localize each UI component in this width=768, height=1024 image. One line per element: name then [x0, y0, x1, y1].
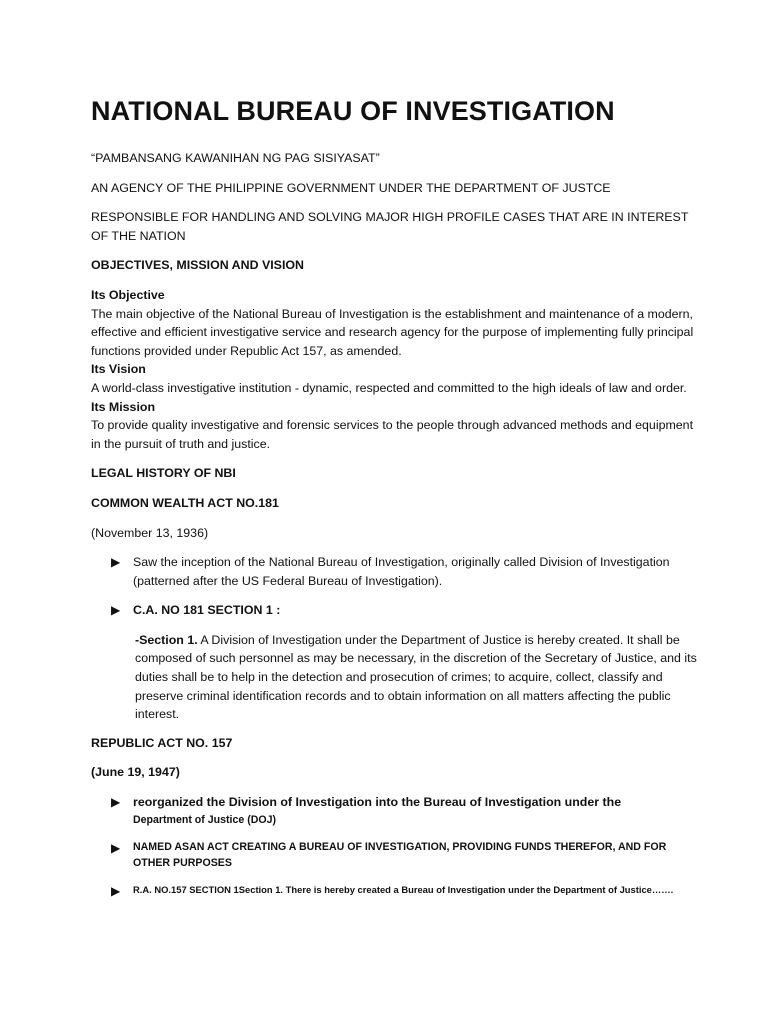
section-text: A Division of Investigation under the Department of Justice is hereby created. It shall be composed of such personnel as may be necessary, in the discretion of the Secretary of Justice, and its duties shall be to help in the detection and prosecution of crimes; to acquire, collect, classify and preserve criminal identification records and to obtain information on all matters affecting the public interest.: [135, 632, 697, 722]
section-label: -Section 1.: [135, 632, 198, 647]
objective-heading: Its Objective: [91, 287, 165, 302]
tagalog-name: “PAMBANSANG KAWANIHAN NG PAG SISIYASAT”: [91, 151, 380, 165]
list-item: [91, 553, 698, 590]
responsibility-line: RESPONSIBLE FOR HANDLING AND SOLVING MAJOR HIGH PROFILE CASES THAT ARE IN INTEREST OF THE NATION: [91, 210, 689, 243]
list-item: [91, 882, 698, 901]
ca181-heading: COMMON WEALTH ACT NO.181: [91, 495, 279, 510]
right-triangle-arrow-icon: ▶: [111, 555, 121, 570]
mission-text: To provide quality investigative and forensic services to the people through advanced methods and equipment in the pursuit of truth and justice.: [91, 418, 694, 451]
objective-text: The main objective of the National Bureau of Investigation is the establishment and maintenance of a modern, effective and efficient investigative service and research agency for the purpose of implementing fully principal functions provided under Republic Act 157, as amended.: [91, 306, 694, 358]
list-item: [91, 793, 698, 828]
mission-heading: Its Mission: [91, 399, 156, 414]
vision-text: A world-class investigative institution - dynamic, respected and committed to the high ideals of law and order.: [91, 380, 687, 395]
ca181-bullet-1: Saw the inception of the National Bureau of Investigation, originally called Division of Investigation (patterned after the US Federal Bureau of Investigation).: [133, 555, 670, 588]
vision-heading: Its Vision: [91, 362, 146, 377]
right-triangle-arrow-icon: ▶: [111, 603, 121, 618]
ra157-bullet-1: [133, 793, 698, 828]
right-triangle-arrow-icon: ▶: [111, 840, 121, 855]
list-item: [91, 601, 698, 620]
ca181-section-1: [91, 631, 698, 724]
agency-line: AN AGENCY OF THE PHILIPPINE GOVERNMENT UNDER THE DEPARTMENT OF JUSTCE: [91, 180, 611, 195]
right-triangle-arrow-icon: ▶: [111, 883, 121, 898]
right-triangle-arrow-icon: ▶: [111, 795, 121, 810]
ra157-bullet-2: NAMED ASAN ACT CREATING A BUREAU OF INVESTIGATION, PROVIDING FUNDS THEREFOR, AND FOR OTHER PURPOSES: [133, 840, 667, 869]
ca181-bullet-2: C.A. NO 181 SECTION 1 :: [133, 603, 281, 618]
page-title: NATIONAL BUREAU OF INVESTIGATION: [91, 96, 615, 126]
omv-heading: OBJECTIVES, MISSION AND VISION: [91, 258, 304, 273]
ra157-bullet-1-main: reorganized the Division of Investigation into the Bureau of Investigation under the: [133, 795, 622, 810]
ra157-bullet-1-sub: Department of Justice (DOJ): [133, 813, 277, 826]
ra157-date: (June 19, 1947): [91, 765, 180, 780]
list-item: [91, 839, 698, 871]
legal-history-heading: LEGAL HISTORY OF NBI: [91, 466, 236, 481]
ra157-heading: REPUBLIC ACT NO. 157: [91, 735, 233, 750]
ra157-bullet-3: R.A. NO.157 SECTION 1Section 1. There is hereby created a Bureau of Investigation under the Department of Justice…….: [133, 883, 674, 895]
ca181-date: (November 13, 1936): [91, 525, 209, 540]
